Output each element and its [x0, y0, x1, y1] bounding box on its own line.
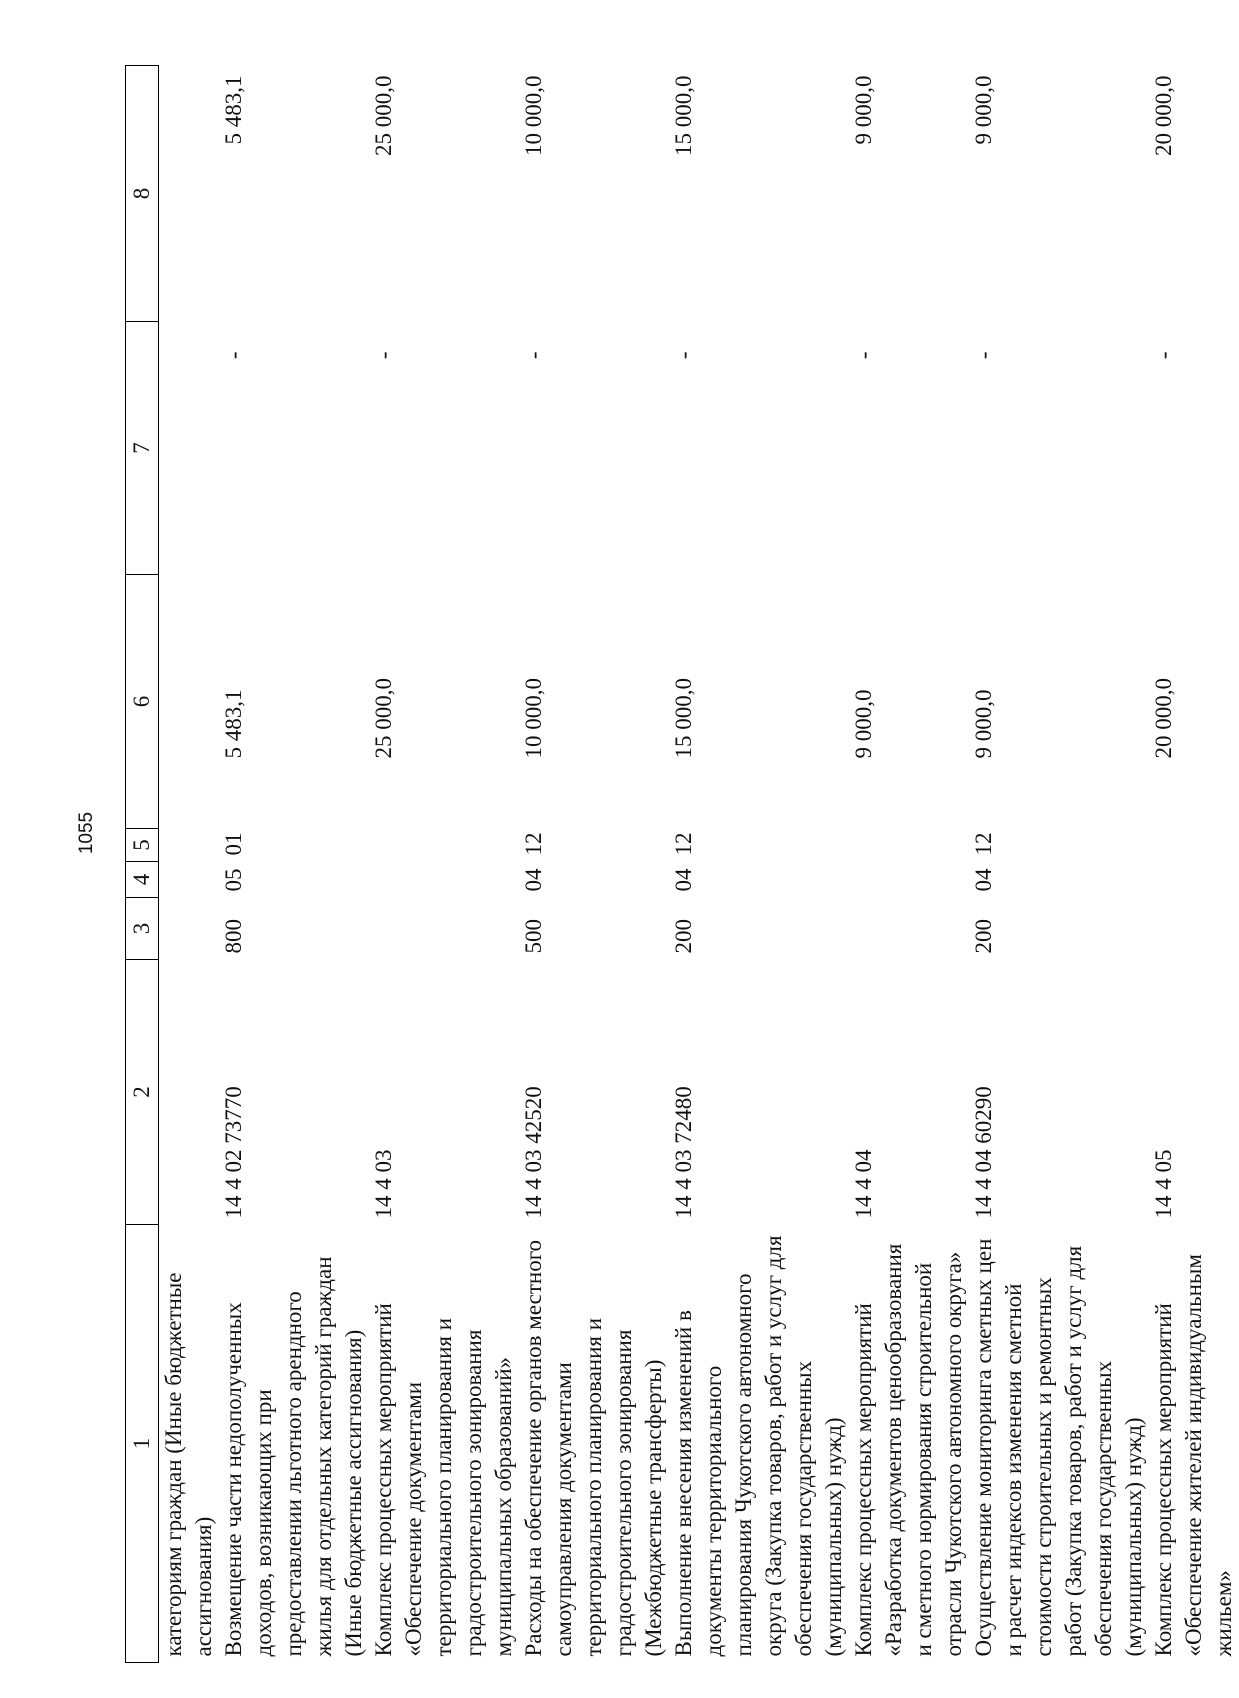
table-row — [159, 66, 220, 1663]
row-code: 14 4 02 73770 — [221, 1086, 246, 1219]
row-col4 — [159, 862, 220, 898]
row-col6: 15 000,0 — [671, 678, 696, 759]
table-row — [849, 66, 969, 1663]
row-col3: 200 — [971, 919, 996, 954]
row-code: 14 4 03 72480 — [671, 1086, 696, 1219]
row-name: Расходы на обеспечение органов местного самоуправления документами территориального планирования и градостроительного зонирования (Межбюджетные трансферты) — [521, 1239, 666, 1657]
row-col8 — [159, 66, 220, 322]
row-col3 — [369, 898, 519, 960]
row-col4: 04 — [521, 868, 546, 892]
row-col4 — [369, 862, 519, 898]
row-col4: 04 — [671, 868, 696, 892]
header-cell: 3 — [126, 898, 159, 960]
row-col3 — [849, 898, 969, 960]
row-col8: 10 000,0 — [521, 75, 546, 156]
row-name: Выполнение внесения изменений в документы территориального планирования Чукотского автономного округа (Закупка товаров, работ и услуг для обеспечения государственных (муниципальных) нужд) — [671, 1235, 846, 1657]
row-name: Осуществление мониторинга сметных цен и расчет индексов изменения сметной стоимости строительных и ремонтных работ (Закупка товаров, работ и услуг для обеспечения государственных (муниципальных) нужд) — [971, 1238, 1146, 1657]
table-row — [669, 66, 849, 1663]
row-col6: 5 483,1 — [221, 689, 246, 759]
header-cell: 1 — [126, 1225, 159, 1663]
row-col7: - — [671, 351, 696, 360]
row-col4: 05 — [221, 868, 246, 892]
row-code: 14 4 04 60290 — [971, 1086, 996, 1219]
row-col5 — [369, 829, 519, 862]
row-col7: - — [851, 351, 876, 360]
row-col7: - — [1151, 351, 1176, 360]
row-col5 — [159, 829, 220, 862]
row-code: 14 4 03 — [371, 1149, 396, 1219]
row-col5: 12 — [971, 832, 996, 856]
row-col7: - — [521, 351, 546, 360]
header-cell: 5 — [126, 829, 159, 862]
row-name: Комплекс процессных мероприятий «Разработка документов ценообразования и сметного нормирования строительной отрасли Чукотского автономного округа» — [851, 1243, 966, 1657]
row-col3: 800 — [221, 919, 246, 954]
row-col8: 20 000,0 — [1151, 75, 1176, 156]
row-code: 14 4 04 — [851, 1149, 876, 1219]
row-col5: 01 — [221, 832, 246, 856]
table-row — [1149, 66, 1239, 1663]
row-col4 — [1149, 862, 1239, 898]
row-col6 — [159, 575, 220, 829]
header-cell: 6 — [126, 575, 159, 829]
row-col3 — [159, 898, 220, 960]
row-code: 14 4 03 42520 — [521, 1086, 546, 1219]
row-col3: 500 — [521, 919, 546, 954]
table-row — [369, 66, 519, 1663]
row-col7 — [159, 322, 220, 575]
row-name: категориям граждан (Иные бюджетные ассигнования) — [161, 1272, 216, 1657]
row-col5 — [849, 829, 969, 862]
row-col3 — [1149, 898, 1239, 960]
page-number-text: 1055 — [76, 811, 97, 855]
row-col7: - — [971, 351, 996, 360]
table-row — [519, 66, 669, 1663]
row-col8: 15 000,0 — [671, 75, 696, 156]
row-col6: 9 000,0 — [971, 689, 996, 759]
row-col8: 25 000,0 — [371, 75, 396, 156]
row-col7: - — [221, 351, 246, 360]
table-header-row — [126, 66, 159, 1663]
row-code: 14 4 05 — [1151, 1149, 1176, 1219]
row-col4: 04 — [971, 868, 996, 892]
row-col7: - — [371, 351, 396, 360]
row-name: Комплекс процессных мероприятий «Обеспечение документами территориального планирования и градостроительного зонирования муниципальных образований» — [371, 1303, 516, 1657]
row-name: Комплекс процессных мероприятий «Обеспечение жителей индивидуальным жильем» — [1151, 1254, 1236, 1657]
row-col6: 20 000,0 — [1151, 678, 1176, 759]
row-col8: 9 000,0 — [971, 75, 996, 145]
row-col6: 10 000,0 — [521, 678, 546, 759]
row-col6: 25 000,0 — [371, 678, 396, 759]
table-row — [219, 66, 369, 1663]
table-row — [969, 66, 1149, 1663]
row-col3: 200 — [671, 919, 696, 954]
row-col8: 5 483,1 — [221, 75, 246, 145]
row-code — [159, 960, 220, 1225]
header-cell: 7 — [126, 322, 159, 575]
row-col8: 9 000,0 — [851, 75, 876, 145]
row-col4 — [849, 862, 969, 898]
budget-table — [125, 65, 1239, 1663]
row-col5 — [1149, 829, 1239, 862]
header-cell: 4 — [126, 862, 159, 898]
rotated-page-content — [125, 66, 1236, 1663]
row-col5: 12 — [521, 832, 546, 856]
header-cell: 2 — [126, 960, 159, 1225]
row-col5: 12 — [671, 832, 696, 856]
row-col6: 9 000,0 — [851, 689, 876, 759]
row-name: Возмещение части недополученных доходов, возникающих при предоставлении льготного арендного жилья для отдельных категорий граждан (Иные бюджетные ассигнования) — [221, 1256, 366, 1657]
header-cell: 8 — [126, 66, 159, 322]
